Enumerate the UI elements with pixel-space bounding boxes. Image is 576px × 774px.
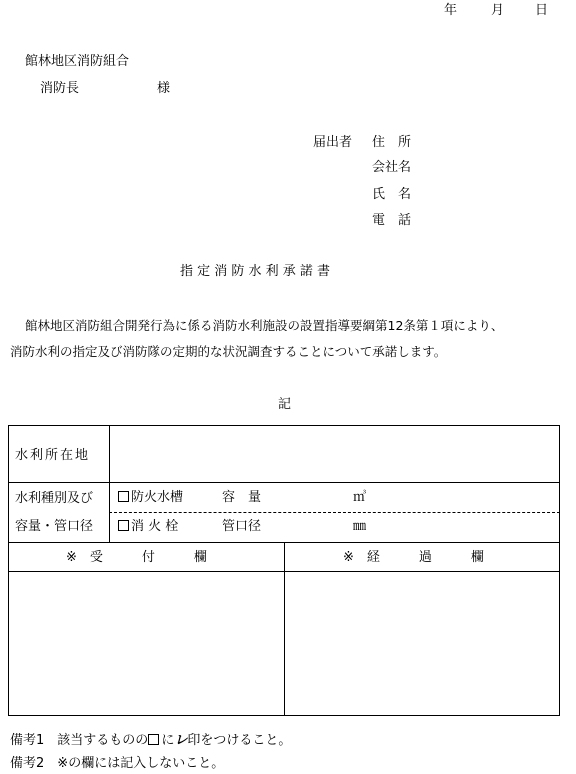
option-fire-tank[interactable] <box>118 491 183 504</box>
label-column-divider <box>109 425 110 542</box>
type-label-line-1: 水利種別及び <box>15 491 94 506</box>
reception-field <box>11 574 281 713</box>
note-1-label: 備考1 <box>10 733 45 748</box>
body-line-1: 館林地区消防組合開発行為に係る消防水利施設の設置指導要綱第12条第１項により、 <box>25 318 504 333</box>
location-label: 水利所在地 <box>15 448 91 463</box>
pipe-diameter-unit: ㎜ <box>353 519 367 534</box>
fire-tank-checkbox[interactable] <box>118 491 129 502</box>
applicant-company-label: 会社名 <box>372 160 412 175</box>
note-checkbox-icon <box>148 734 159 745</box>
check-mark-icon: レ <box>174 733 188 748</box>
bottom-column-divider <box>284 542 285 716</box>
applicant-name-label: 氏 名 <box>372 187 412 202</box>
option-hydrant[interactable] <box>118 520 178 533</box>
note-1-text-post: 印をつけること。 <box>187 733 292 748</box>
row-divider-3 <box>8 571 560 572</box>
body-line-2: 消防水利の指定及び消防隊の定期的な状況調査することについて承諾します。 <box>10 344 447 359</box>
note-2-label: 備考2 <box>10 756 45 771</box>
applicant-label: 届出者 <box>313 135 353 150</box>
addressee-honorific: 様 <box>157 81 171 96</box>
option-divider <box>109 512 560 513</box>
note-1 <box>10 734 291 747</box>
progress-field <box>287 574 557 713</box>
date-month-label: 月 <box>491 3 505 18</box>
pipe-diameter-field-label: 管口径 <box>222 519 262 534</box>
progress-header: ※ 経 過 欄 <box>343 550 484 565</box>
hydrant-label: 消 火 栓 <box>131 519 179 534</box>
fire-tank-label: 防火水槽 <box>131 490 184 505</box>
note-2 <box>10 757 224 770</box>
note-1-text-mid: に <box>161 733 175 748</box>
hydrant-checkbox[interactable] <box>118 520 129 531</box>
capacity-field-label: 容 量 <box>222 490 262 505</box>
reception-header: ※ 受 付 欄 <box>66 550 207 565</box>
date-day-label: 日 <box>535 3 549 18</box>
applicant-address-label: 住 所 <box>372 135 412 150</box>
addressee-title: 消防長 <box>40 81 80 96</box>
ki-label: 記 <box>278 397 292 412</box>
addressee-org: 館林地区消防組合 <box>25 54 130 69</box>
note-2-text: ※の欄には記入しないこと。 <box>57 756 225 771</box>
document-title: 指 定 消 防 水 利 承 諾 書 <box>180 264 331 279</box>
type-label-line-2: 容量・管口径 <box>15 519 94 534</box>
capacity-unit: ㎥ <box>353 490 367 505</box>
row-divider-1 <box>8 482 560 483</box>
note-1-text-pre: 該当するものの <box>57 733 149 748</box>
location-field[interactable] <box>112 428 556 480</box>
date-year-label: 年 <box>444 3 458 18</box>
applicant-phone-label: 電 話 <box>372 213 412 228</box>
